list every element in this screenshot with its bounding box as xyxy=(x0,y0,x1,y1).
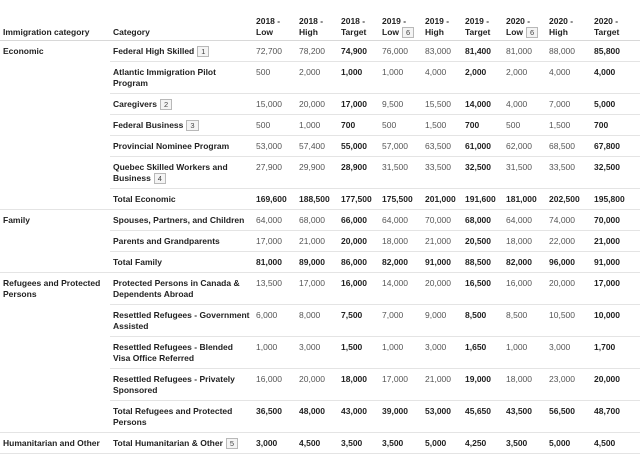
footnote-link[interactable]: 1 xyxy=(197,46,209,57)
value-cell: 700 xyxy=(338,115,379,136)
header-col-8 xyxy=(591,0,640,41)
category-cell xyxy=(110,231,253,252)
value-cell: 32,500 xyxy=(462,157,503,189)
value-cell: 29,900 xyxy=(296,157,338,189)
value-cell: 9,500 xyxy=(379,94,422,115)
value-cell: 96,000 xyxy=(546,252,591,273)
value-cell: 175,500 xyxy=(379,189,422,210)
category-label: Caregivers xyxy=(113,99,157,109)
value-cell: 88,000 xyxy=(546,41,591,62)
value-cell: 5,000 xyxy=(422,433,462,454)
value-cell: 3,500 xyxy=(379,433,422,454)
value-cell: 81,400 xyxy=(462,41,503,62)
value-cell: 202,500 xyxy=(546,189,591,210)
value-cell: 21,000 xyxy=(591,231,640,252)
group-cell: Economic xyxy=(0,41,110,210)
value-cell: 66,000 xyxy=(338,210,379,231)
category-label: Quebec Skilled Workers and Business xyxy=(113,162,228,183)
value-cell: 16,000 xyxy=(253,369,296,401)
category-cell xyxy=(110,136,253,157)
value-cell: 1,700 xyxy=(591,337,640,369)
header-immigration-category: Immigration category xyxy=(0,0,110,41)
header-col-5 xyxy=(462,0,503,41)
value-cell: 15,500 xyxy=(422,94,462,115)
value-cell: 56,500 xyxy=(546,401,591,433)
category-cell xyxy=(110,115,253,136)
value-cell: 68,000 xyxy=(462,210,503,231)
value-cell: 22,000 xyxy=(546,231,591,252)
value-cell: 17,000 xyxy=(379,369,422,401)
value-cell: 4,500 xyxy=(591,433,640,454)
value-cell: 17,000 xyxy=(338,94,379,115)
category-label: Spouses, Partners, and Children xyxy=(113,215,245,225)
table-row xyxy=(0,41,640,62)
value-cell: 48,700 xyxy=(591,401,640,433)
category-label: Federal High Skilled xyxy=(113,46,195,56)
value-cell: 16,000 xyxy=(503,273,546,305)
value-cell: 81,000 xyxy=(503,41,546,62)
value-cell: 83,000 xyxy=(422,41,462,62)
value-cell: 18,000 xyxy=(503,231,546,252)
value-cell: 8,500 xyxy=(462,305,503,337)
category-cell xyxy=(110,189,253,210)
group-cell: Humanitarian and Other xyxy=(0,433,110,454)
value-cell: 1,500 xyxy=(422,115,462,136)
value-cell: 4,000 xyxy=(546,62,591,94)
category-label: Protected Persons in Canada & Dependents Abroad xyxy=(113,278,240,299)
header-col-label: 2019 - Low xyxy=(382,16,407,37)
header-col-4 xyxy=(422,0,462,41)
value-cell: 188,500 xyxy=(296,189,338,210)
value-cell: 21,000 xyxy=(296,231,338,252)
category-cell xyxy=(110,305,253,337)
value-cell: 7,000 xyxy=(379,305,422,337)
value-cell: 20,500 xyxy=(462,231,503,252)
header-col-3 xyxy=(379,0,422,41)
header-col-1 xyxy=(296,0,338,41)
value-cell: 76,000 xyxy=(379,41,422,62)
value-cell: 64,000 xyxy=(379,210,422,231)
category-label: Parents and Grandparents xyxy=(113,236,220,246)
value-cell: 16,500 xyxy=(462,273,503,305)
category-cell xyxy=(110,157,253,189)
table-row xyxy=(0,210,640,231)
value-cell: 1,500 xyxy=(546,115,591,136)
header-col-7 xyxy=(546,0,591,41)
footnote-link[interactable]: 3 xyxy=(186,120,198,131)
value-cell: 74,000 xyxy=(546,210,591,231)
value-cell: 700 xyxy=(462,115,503,136)
value-cell: 33,500 xyxy=(546,157,591,189)
value-cell: 3,500 xyxy=(503,433,546,454)
value-cell: 18,000 xyxy=(379,231,422,252)
value-cell: 57,400 xyxy=(296,136,338,157)
value-cell: 10,000 xyxy=(591,305,640,337)
value-cell: 57,000 xyxy=(379,136,422,157)
value-cell: 1,000 xyxy=(379,62,422,94)
value-cell: 4,500 xyxy=(296,433,338,454)
value-cell: 2,000 xyxy=(503,62,546,94)
footnote-link[interactable]: 2 xyxy=(160,99,172,110)
value-cell: 500 xyxy=(503,115,546,136)
value-cell: 81,000 xyxy=(253,252,296,273)
value-cell: 201,000 xyxy=(422,189,462,210)
value-cell: 500 xyxy=(253,62,296,94)
header-col-label: 2019 - High xyxy=(425,16,450,37)
category-label: Atlantic Immigration Pilot Program xyxy=(113,67,216,88)
category-cell xyxy=(110,62,253,94)
value-cell: 7,500 xyxy=(338,305,379,337)
value-cell: 195,800 xyxy=(591,189,640,210)
category-label: Total Economic xyxy=(113,194,176,204)
category-label: Total Refugees and Protected Persons xyxy=(113,406,233,427)
category-cell xyxy=(110,401,253,433)
value-cell: 177,500 xyxy=(338,189,379,210)
value-cell: 181,000 xyxy=(503,189,546,210)
value-cell: 1,000 xyxy=(503,337,546,369)
value-cell: 21,000 xyxy=(422,369,462,401)
value-cell: 62,000 xyxy=(503,136,546,157)
value-cell: 31,500 xyxy=(379,157,422,189)
group-cell: Refugees and Protected Persons xyxy=(0,273,110,433)
value-cell: 31,500 xyxy=(503,157,546,189)
value-cell: 5,000 xyxy=(546,433,591,454)
header-col-label: 2019 - Target xyxy=(465,16,491,37)
value-cell: 32,500 xyxy=(591,157,640,189)
category-cell xyxy=(110,94,253,115)
value-cell: 1,000 xyxy=(338,62,379,94)
value-cell: 20,000 xyxy=(422,273,462,305)
category-label: Resettled Refugees - Blended Visa Office Referred xyxy=(113,342,233,363)
category-cell xyxy=(110,210,253,231)
value-cell: 91,000 xyxy=(422,252,462,273)
value-cell: 3,500 xyxy=(338,433,379,454)
value-cell: 7,000 xyxy=(546,94,591,115)
value-cell: 17,000 xyxy=(253,231,296,252)
value-cell: 8,500 xyxy=(503,305,546,337)
category-cell xyxy=(110,369,253,401)
value-cell: 5,000 xyxy=(591,94,640,115)
header-col-label: 2018 - Low xyxy=(256,16,281,37)
footnote-link[interactable]: 6 xyxy=(526,27,538,38)
value-cell: 20,000 xyxy=(591,369,640,401)
category-label: Resettled Refugees - Government Assisted xyxy=(113,310,250,331)
category-label: Total Family xyxy=(113,257,162,267)
value-cell: 82,000 xyxy=(379,252,422,273)
value-cell: 4,000 xyxy=(591,62,640,94)
value-cell: 85,800 xyxy=(591,41,640,62)
header-col-0 xyxy=(253,0,296,41)
value-cell: 16,000 xyxy=(338,273,379,305)
group-cell: Family xyxy=(0,210,110,273)
value-cell: 21,000 xyxy=(422,231,462,252)
value-cell: 500 xyxy=(253,115,296,136)
category-label: Resettled Refugees - Privately Sponsored xyxy=(113,374,235,395)
value-cell: 3,000 xyxy=(546,337,591,369)
value-cell: 8,000 xyxy=(296,305,338,337)
value-cell: 33,500 xyxy=(422,157,462,189)
value-cell: 43,000 xyxy=(338,401,379,433)
value-cell: 45,650 xyxy=(462,401,503,433)
value-cell: 63,500 xyxy=(422,136,462,157)
value-cell: 3,000 xyxy=(296,337,338,369)
value-cell: 10,500 xyxy=(546,305,591,337)
category-cell xyxy=(110,433,253,454)
category-cell xyxy=(110,41,253,62)
value-cell: 20,000 xyxy=(296,369,338,401)
value-cell: 15,000 xyxy=(253,94,296,115)
value-cell: 4,250 xyxy=(462,433,503,454)
value-cell: 18,000 xyxy=(503,369,546,401)
value-cell: 67,800 xyxy=(591,136,640,157)
header-col-6 xyxy=(503,0,546,41)
value-cell: 14,000 xyxy=(379,273,422,305)
footnote-link[interactable]: 5 xyxy=(226,438,238,449)
value-cell: 55,000 xyxy=(338,136,379,157)
category-label: Provincial Nominee Program xyxy=(113,141,230,151)
value-cell: 191,600 xyxy=(462,189,503,210)
value-cell: 169,600 xyxy=(253,189,296,210)
value-cell: 78,200 xyxy=(296,41,338,62)
value-cell: 64,000 xyxy=(503,210,546,231)
value-cell: 3,000 xyxy=(253,433,296,454)
header-category: Category xyxy=(110,0,253,41)
header-col-label: 2020 - Low xyxy=(506,16,531,37)
footnote-link[interactable]: 4 xyxy=(154,173,166,184)
value-cell: 9,000 xyxy=(422,305,462,337)
header-col-label: 2020 - Target xyxy=(594,16,620,37)
value-cell: 74,900 xyxy=(338,41,379,62)
value-cell: 2,000 xyxy=(296,62,338,94)
value-cell: 19,000 xyxy=(462,369,503,401)
value-cell: 700 xyxy=(591,115,640,136)
table-row xyxy=(0,273,640,305)
value-cell: 68,500 xyxy=(546,136,591,157)
value-cell: 20,000 xyxy=(546,273,591,305)
total-row xyxy=(0,433,640,454)
value-cell: 20,000 xyxy=(338,231,379,252)
value-cell: 1,000 xyxy=(253,337,296,369)
value-cell: 72,700 xyxy=(253,41,296,62)
value-cell: 17,000 xyxy=(591,273,640,305)
value-cell: 2,000 xyxy=(462,62,503,94)
value-cell: 70,000 xyxy=(422,210,462,231)
value-cell: 6,000 xyxy=(253,305,296,337)
value-cell: 27,900 xyxy=(253,157,296,189)
category-cell xyxy=(110,337,253,369)
value-cell: 39,000 xyxy=(379,401,422,433)
value-cell: 1,000 xyxy=(379,337,422,369)
value-cell: 23,000 xyxy=(546,369,591,401)
header-col-label: 2018 - Target xyxy=(341,16,367,37)
value-cell: 18,000 xyxy=(338,369,379,401)
category-label: Total Humanitarian & Other xyxy=(113,438,223,448)
value-cell: 4,000 xyxy=(422,62,462,94)
value-cell: 17,000 xyxy=(296,273,338,305)
value-cell: 43,500 xyxy=(503,401,546,433)
header-col-label: 2020 - High xyxy=(549,16,574,37)
category-cell xyxy=(110,273,253,305)
value-cell: 64,000 xyxy=(253,210,296,231)
value-cell: 88,500 xyxy=(462,252,503,273)
value-cell: 82,000 xyxy=(503,252,546,273)
category-cell xyxy=(110,252,253,273)
value-cell: 13,500 xyxy=(253,273,296,305)
value-cell: 28,900 xyxy=(338,157,379,189)
value-cell: 53,000 xyxy=(253,136,296,157)
value-cell: 3,000 xyxy=(422,337,462,369)
value-cell: 89,000 xyxy=(296,252,338,273)
value-cell: 61,000 xyxy=(462,136,503,157)
value-cell: 500 xyxy=(379,115,422,136)
value-cell: 53,000 xyxy=(422,401,462,433)
value-cell: 20,000 xyxy=(296,94,338,115)
header-row xyxy=(0,0,640,41)
value-cell: 1,000 xyxy=(296,115,338,136)
value-cell: 1,650 xyxy=(462,337,503,369)
category-label: Federal Business xyxy=(113,120,184,130)
value-cell: 36,500 xyxy=(253,401,296,433)
header-col-label: 2018 - High xyxy=(299,16,324,37)
value-cell: 91,000 xyxy=(591,252,640,273)
value-cell: 68,000 xyxy=(296,210,338,231)
value-cell: 1,500 xyxy=(338,337,379,369)
value-cell: 48,000 xyxy=(296,401,338,433)
value-cell: 70,000 xyxy=(591,210,640,231)
value-cell: 14,000 xyxy=(462,94,503,115)
value-cell: 86,000 xyxy=(338,252,379,273)
value-cell: 4,000 xyxy=(503,94,546,115)
footnote-link[interactable]: 6 xyxy=(402,27,414,38)
header-col-2 xyxy=(338,0,379,41)
